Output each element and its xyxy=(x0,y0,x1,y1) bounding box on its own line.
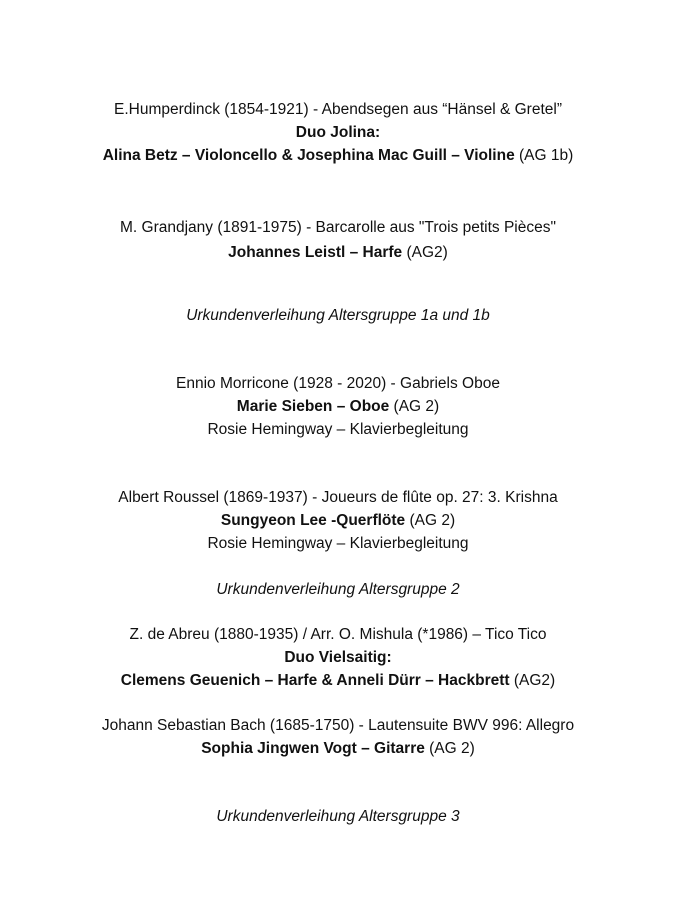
piece-1-ensemble: Duo Jolina: xyxy=(295,124,381,141)
piece-5-age-group: (AG2) xyxy=(509,672,556,689)
piece-3-performers xyxy=(0,397,676,417)
ceremony-1: Urkundenverleihung Altersgruppe 1a und 1b xyxy=(186,307,490,324)
piece-4-performers xyxy=(0,511,676,531)
ceremony-3: Urkundenverleihung Altersgruppe 3 xyxy=(216,808,460,825)
piece-2-age-group: (AG2) xyxy=(402,244,448,261)
piece-3-accompaniment: Rosie Hemingway – Klavierbegleitung xyxy=(207,421,469,438)
piece-5-composer: Z. de Abreu (1880-1935) / Arr. O. Mishula (*1986) – Tico Tico xyxy=(129,626,547,643)
piece-4-age-group: (AG 2) xyxy=(405,512,456,529)
piece-3-composer: Ennio Morricone (1928 - 2020) - Gabriels Oboe xyxy=(176,375,500,392)
piece-5-performers xyxy=(0,671,676,691)
piece-4-performer-names: Sungyeon Lee -Querflöte xyxy=(220,512,406,529)
piece-2-composer: M. Grandjany (1891-1975) - Barcarolle aus "Trois petits Pièces" xyxy=(119,219,556,236)
piece-3-age-group: (AG 2) xyxy=(389,398,440,415)
piece-1-composer: E.Humperdinck (1854-1921) - Abendsegen aus “Hänsel & Gretel” xyxy=(113,101,563,118)
piece-2-performer-names: Johannes Leistl – Harfe xyxy=(228,244,403,261)
piece-6-age-group: (AG 2) xyxy=(424,740,475,757)
piece-1-performer-names: Alina Betz – Violoncello & Josephina Mac Guill – Violine xyxy=(102,147,515,164)
piece-4-accompaniment: Rosie Hemingway – Klavierbegleitung xyxy=(207,535,469,552)
piece-3-performer-names: Marie Sieben – Oboe xyxy=(236,398,390,415)
piece-4-composer: Albert Roussel (1869-1937) - Joueurs de flûte op. 27: 3. Krishna xyxy=(118,489,558,506)
piece-5-performer-names: Clemens Geuenich – Harfe & Anneli Dürr – Hackbrett xyxy=(120,672,510,689)
piece-1-performers xyxy=(0,146,676,166)
ceremony-2: Urkundenverleihung Altersgruppe 2 xyxy=(216,581,460,598)
piece-6-performers xyxy=(0,739,676,759)
piece-6-composer: Johann Sebastian Bach (1685-1750) - Lautensuite BWV 996: Allegro xyxy=(101,717,575,734)
piece-5-ensemble: Duo Vielsaitig: xyxy=(284,649,392,666)
piece-1-age-group: (AG 1b) xyxy=(514,147,574,164)
piece-6-performer-names: Sophia Jingwen Vogt – Gitarre xyxy=(201,740,425,757)
piece-2-performers xyxy=(0,243,676,263)
